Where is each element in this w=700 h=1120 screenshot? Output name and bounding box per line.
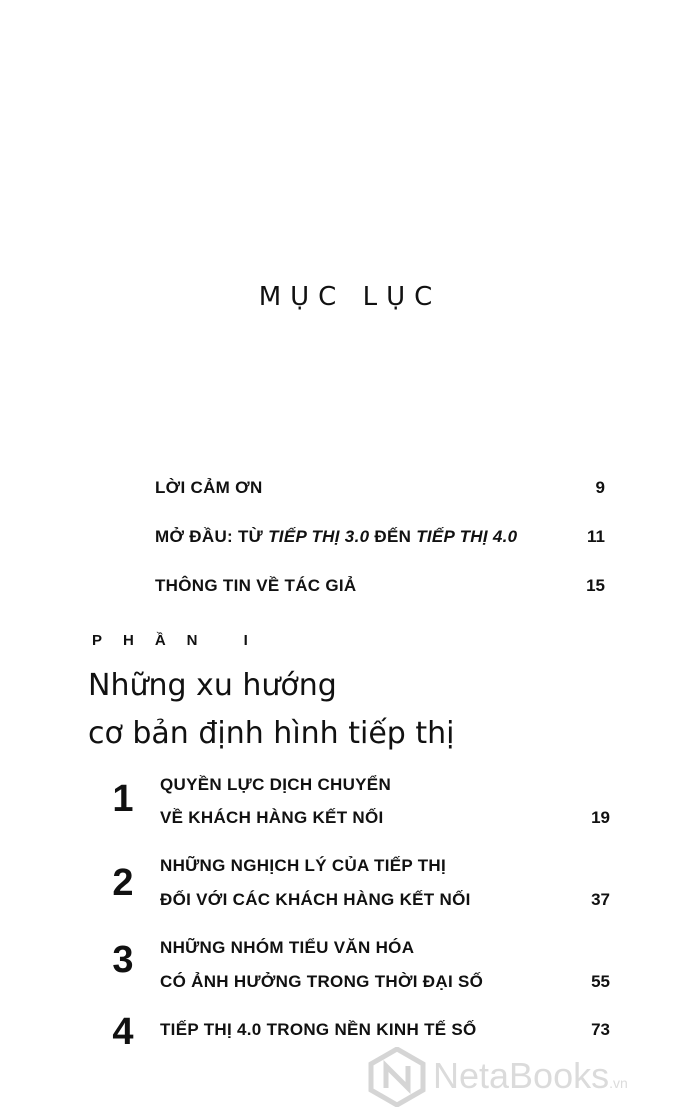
- toc-entry-page-number: 15: [586, 576, 605, 595]
- chapter-title-line: NHỮNG NHÓM TIỂU VĂN HÓA: [160, 938, 415, 957]
- toc-entry-page-number: 11: [587, 527, 605, 546]
- chapter-number: 4: [112, 1011, 134, 1053]
- watermark: [365, 1045, 700, 1110]
- toc-entry-title: THÔNG TIN VỀ TÁC GIẢ: [155, 576, 357, 595]
- chapter-page-number: 55: [591, 972, 610, 991]
- chapter-number: 2: [112, 862, 134, 904]
- part-label: PHẦN I: [92, 632, 269, 649]
- part-title-line: Những xu hướng: [88, 668, 337, 703]
- chapter-number: 3: [112, 939, 134, 981]
- toc-entry-title-italic: TIẾP THỊ 4.0: [416, 527, 518, 546]
- page-title: MỤC LỤC: [258, 282, 442, 312]
- toc-entry-about-author: [155, 576, 357, 596]
- toc-entry-title-italic: TIẾP THỊ 3.0: [268, 527, 370, 546]
- toc-entry-introduction: [155, 527, 517, 547]
- toc-entry-page-number: 9: [595, 478, 605, 497]
- chapter-page-number: 37: [591, 890, 610, 909]
- part-title-line: cơ bản định hình tiếp thị: [88, 716, 455, 751]
- chapter-page-number: 19: [591, 808, 610, 827]
- netabooks-logo-icon: [367, 1047, 427, 1107]
- chapter-page-number: 73: [591, 1020, 610, 1039]
- chapter-title-line: NHỮNG NGHỊCH LÝ CỦA TIẾP THỊ: [160, 856, 447, 875]
- toc-entry-title-part: MỞ ĐẦU: TỪ: [155, 527, 269, 546]
- watermark-suffix: .vn: [609, 1075, 628, 1091]
- chapter-title-line: ĐỐI VỚI CÁC KHÁCH HÀNG KẾT NỐI: [160, 890, 471, 909]
- watermark-brand: NetaBooks: [433, 1055, 610, 1096]
- watermark-text: [433, 1055, 628, 1097]
- chapter-title-line: VỀ KHÁCH HÀNG KẾT NỐI: [160, 808, 384, 827]
- chapter-title-line: CÓ ẢNH HƯỞNG TRONG THỜI ĐẠI SỐ: [160, 972, 484, 991]
- chapter-title-line: TIẾP THỊ 4.0 TRONG NỀN KINH TẾ SỐ: [160, 1020, 477, 1039]
- chapter-number: 1: [112, 778, 134, 820]
- toc-entry-title: LỜI CẢM ƠN: [155, 478, 263, 497]
- chapter-title-line: QUYỀN LỰC DỊCH CHUYỂN: [160, 775, 392, 794]
- toc-entry-title-part: ĐẾN: [369, 527, 417, 546]
- toc-entry-acknowledgements: [155, 478, 263, 498]
